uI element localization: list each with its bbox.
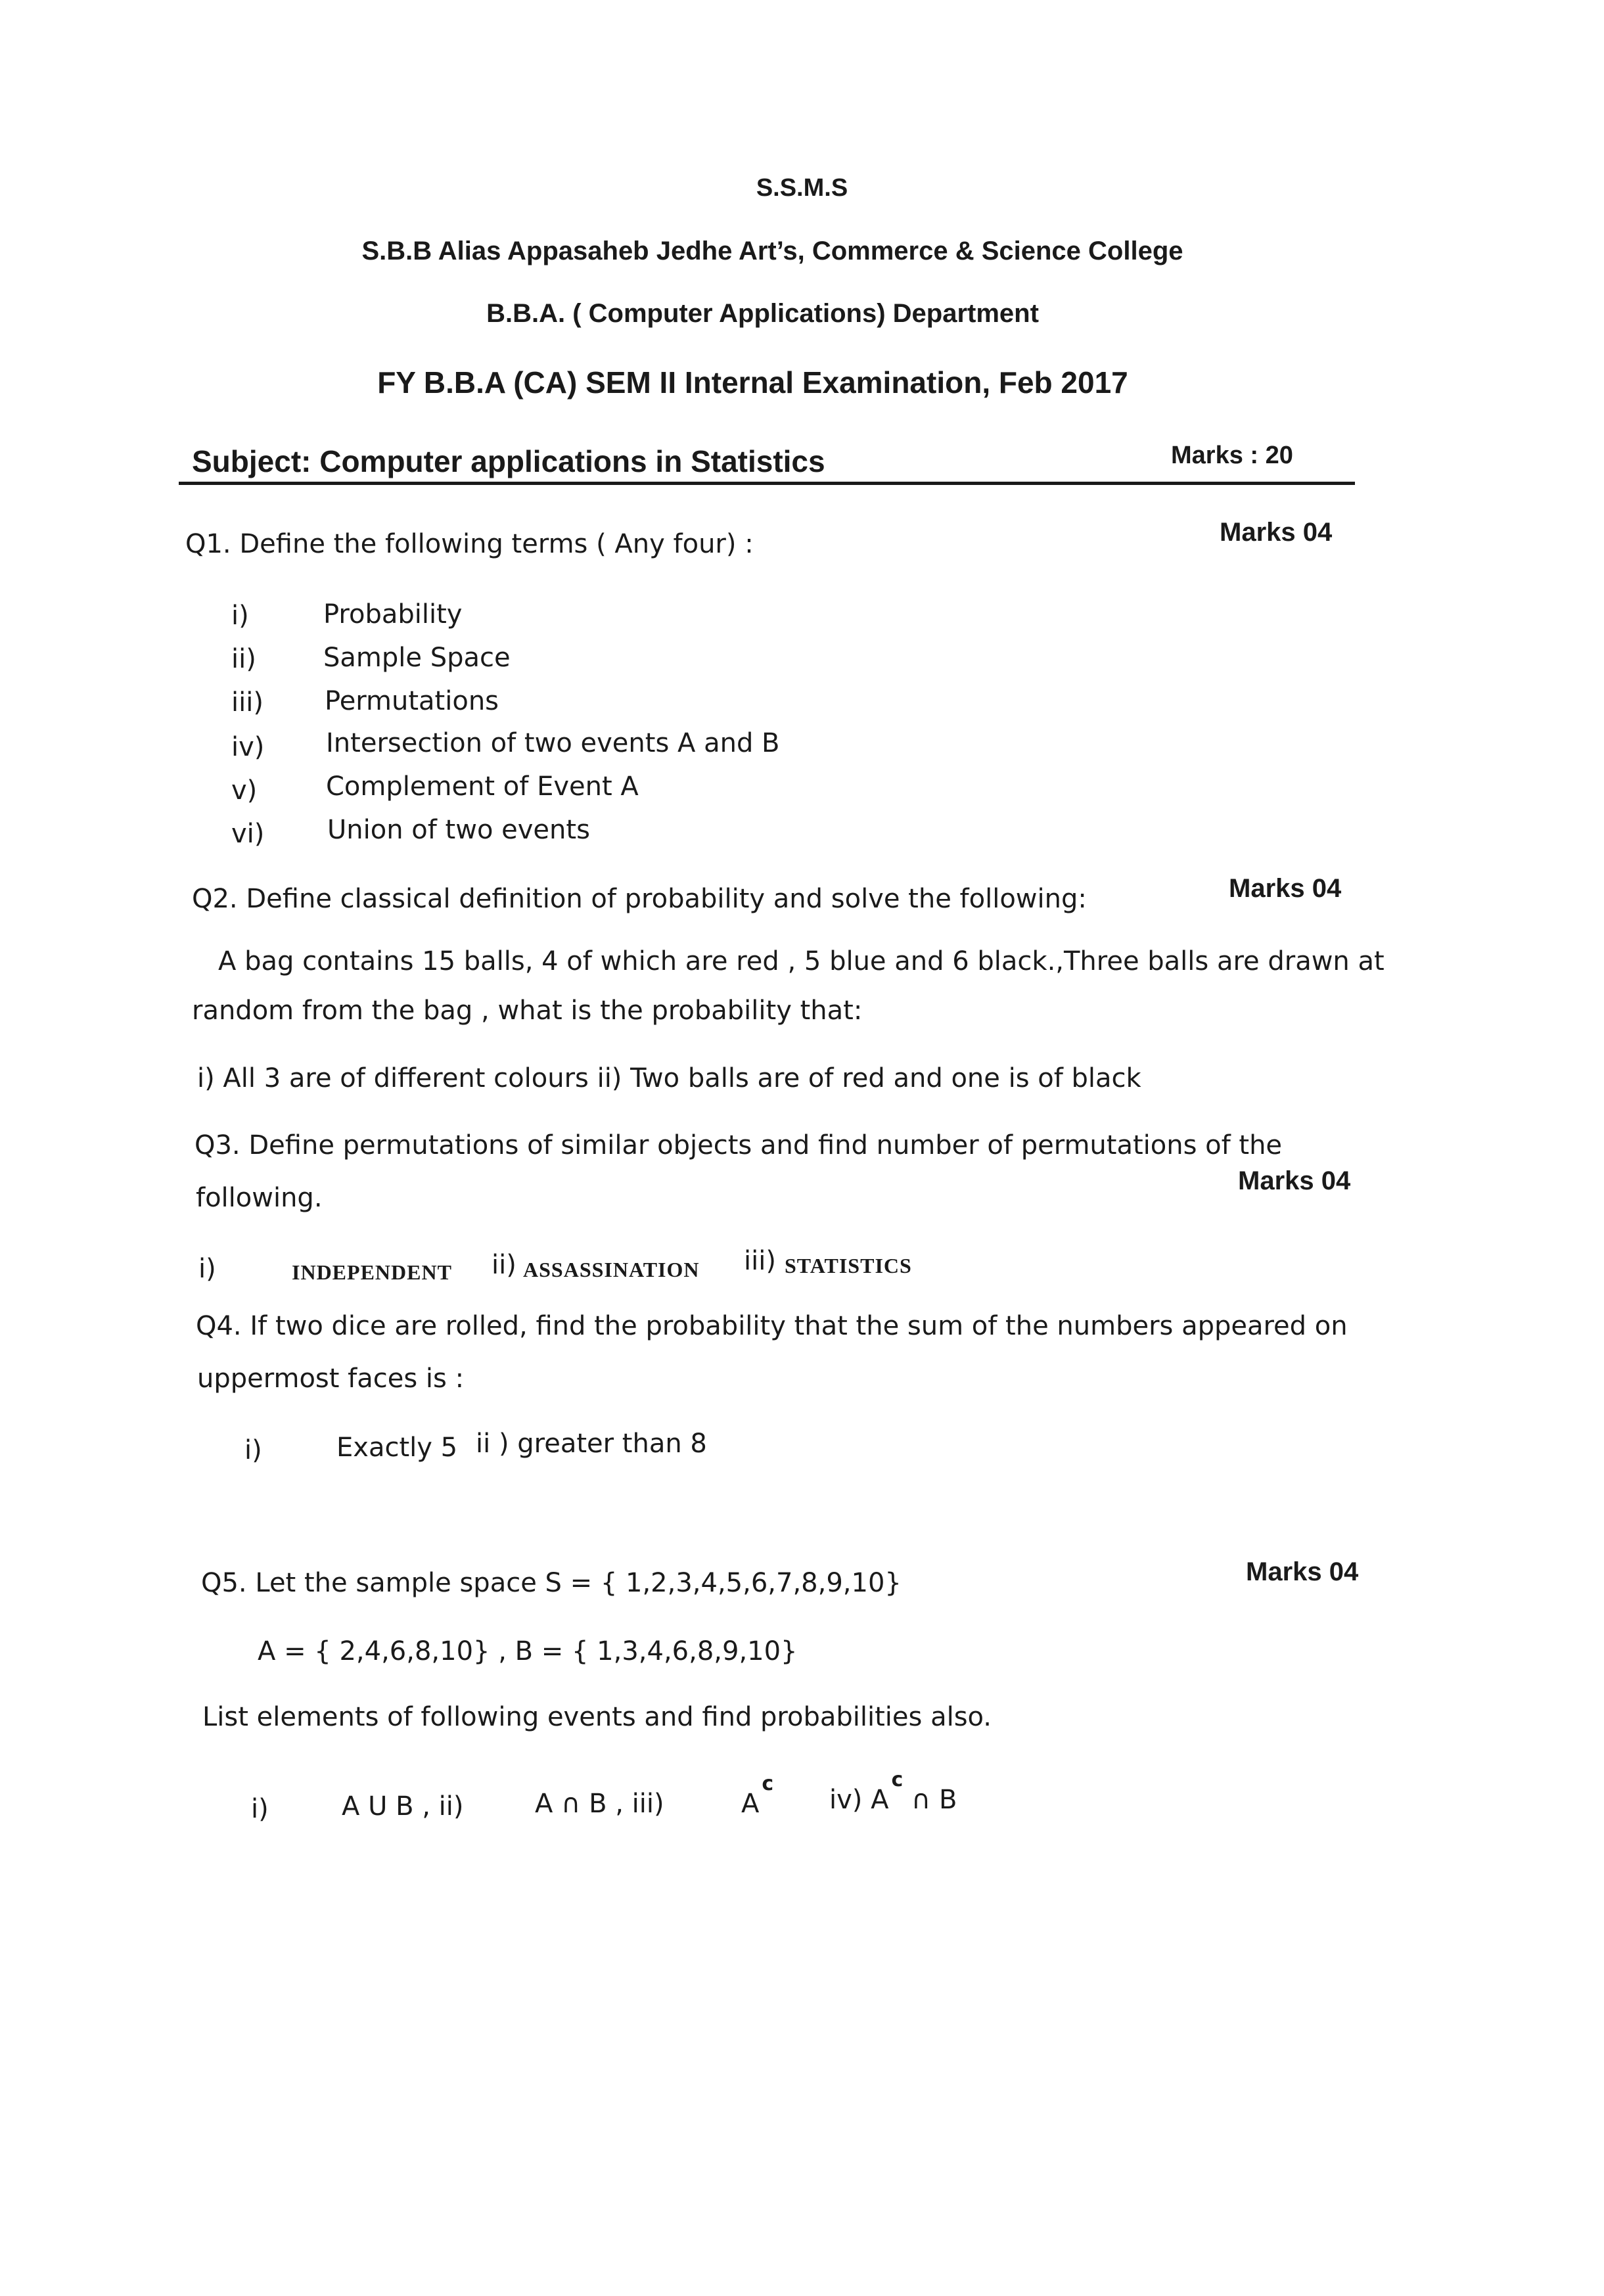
exam-title: FY B.B.A (CA) SEM II Internal Examination, Feb 2017 [377,365,1128,400]
total-marks: Marks : 20 [1171,442,1293,469]
complement-superscript: c [891,1768,904,1791]
q3-marks: Marks 04 [1238,1166,1351,1195]
q3-item-num: i) [198,1254,216,1284]
q5-marks: Marks 04 [1246,1557,1359,1586]
q4-item: Exactly 5 [336,1433,458,1463]
q5-sets: A = { 2,4,6,8,10} , B = { 1,3,4,6,8,9,10} [258,1636,798,1666]
q5-instruction: List elements of following events and find probabilities also. [202,1702,992,1732]
q2-title: Q2. Define classical definition of probability and solve the following: [192,884,1087,914]
q4-title-cont: uppermost faces is : [197,1364,465,1394]
department-name: B.B.A. ( Computer Applications) Department [486,299,1039,328]
q3-item-num: ii) [492,1250,516,1280]
q5-expression [741,1772,774,1819]
q5-title: Q5. Let the sample space S = { 1,2,3,4,5,6,7,8,9,10} [201,1568,902,1598]
q1-item-text: Complement of Event A [326,771,639,802]
q1-item-text: Union of two events [327,815,590,845]
intersection-b: ∩ B [911,1785,957,1815]
q3-title: Q3. Define permutations of similar objects and find number of permutations of the [195,1130,1283,1160]
q1-item-text: Probability [323,599,463,630]
q1-title: Q1. Define the following terms ( Any four) : [185,529,754,559]
q1-item-text: Permutations [325,686,499,716]
q2-problem-line: A bag contains 15 balls, 4 of which are red , 5 blue and 6 black.,Three balls are drawn at [218,946,1385,976]
q4-item: ii ) greater than 8 [476,1429,707,1459]
q3-word: INDEPENDENT [292,1260,452,1284]
q3-word: ASSASSINATION [523,1258,700,1281]
q5-item-num: i) [251,1794,269,1824]
q5-expression: A ∩ B , iii) [535,1789,664,1819]
complement-superscript: c [762,1772,774,1795]
header-divider [179,482,1355,485]
q1-marks: Marks 04 [1220,518,1333,547]
q1-item-num: i) [231,601,249,631]
q1-item-num: iii) [231,687,264,718]
q3-item-num: iii) [744,1246,776,1276]
q4-title: Q4. If two dice are rolled, find the probability that the sum of the numbers appeared on [196,1311,1348,1341]
q3-word: STATISTICS [785,1254,912,1277]
org-name: S.S.M.S [756,174,848,202]
q5-expression: A U B , ii) [342,1791,464,1822]
q1-item-text: Sample Space [323,643,511,673]
subject-title: Subject: Computer applications in Statistics [192,444,825,478]
q4-item-num: i) [244,1435,262,1465]
q1-item-num: v) [231,775,258,806]
q1-item-num: vi) [231,819,265,849]
q2-marks: Marks 04 [1229,874,1342,903]
q1-item-text: Intersection of two events A and B [326,728,780,758]
q3-title-cont: following. [196,1183,323,1213]
q1-item-num: iv) [231,732,265,762]
q2-problem-line: random from the bag , what is the probability that: [192,996,863,1026]
q5-part-iv-label: iv) A [829,1785,889,1815]
q5-expression [829,1768,957,1815]
college-name: S.B.B Alias Appasaheb Jedhe Art’s, Commerce & Science College [361,237,1183,265]
q2-subparts: i) All 3 are of different colours ii) Two balls are of red and one is of black [197,1063,1141,1093]
q1-item-num: ii) [231,644,256,674]
set-a-label: A [741,1789,760,1819]
